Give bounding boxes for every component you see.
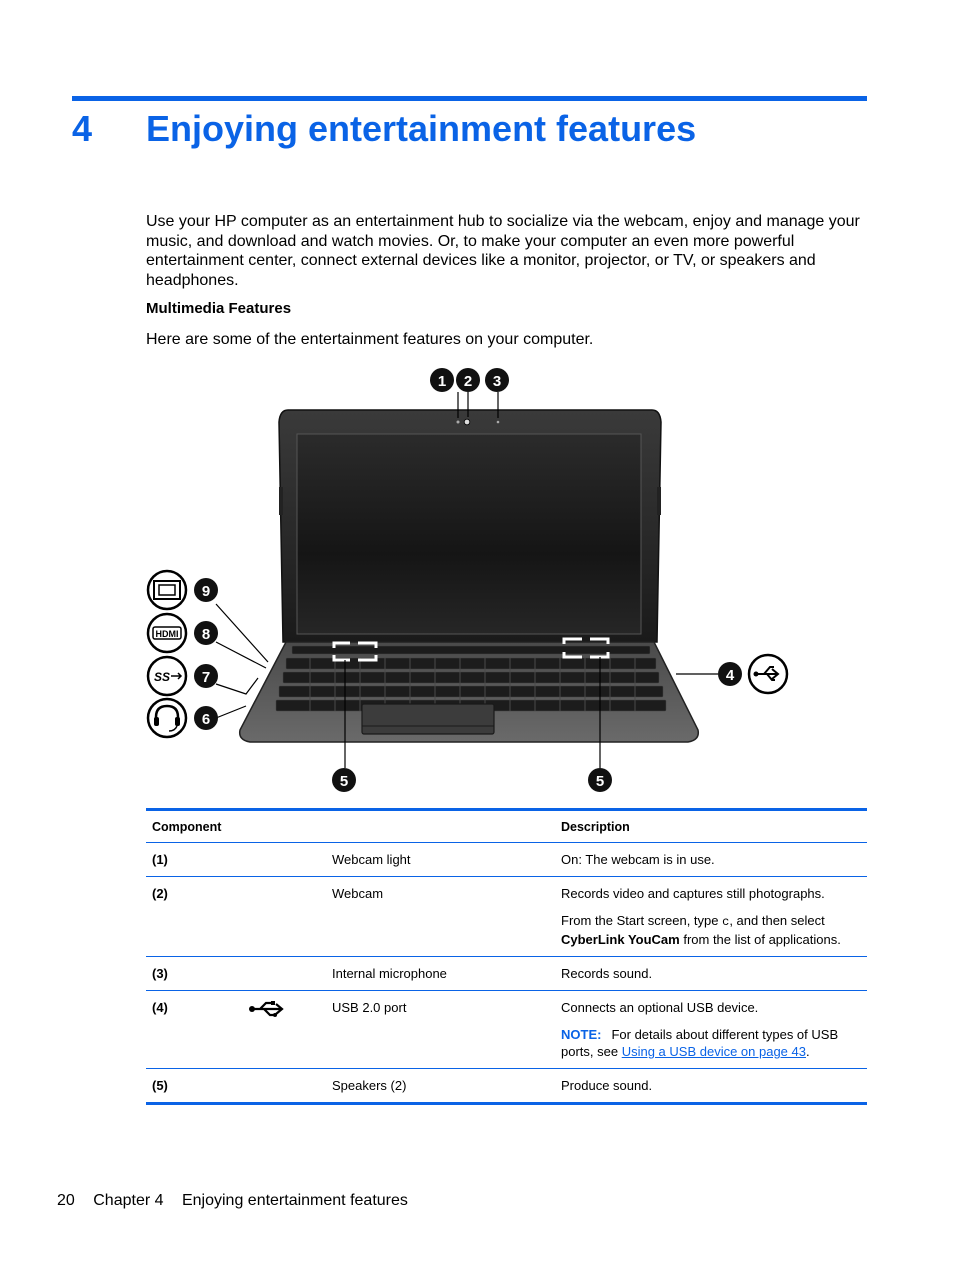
section-heading: Multimedia Features xyxy=(146,300,292,317)
page-footer xyxy=(57,1192,422,1210)
page-number: 20 xyxy=(57,1192,75,1209)
description-header: Description xyxy=(555,810,867,843)
footer-chapter: Chapter 4 xyxy=(93,1192,164,1209)
component-number: (1) xyxy=(146,843,242,877)
microphone xyxy=(497,421,500,424)
usb-superspeed-icon xyxy=(148,657,186,695)
component-description: Produce sound. xyxy=(561,1078,653,1093)
table-row xyxy=(146,1069,867,1104)
description-line: Records video and captures still photographs. xyxy=(561,886,825,901)
svg-text:2: 2 xyxy=(463,373,473,390)
touchpad xyxy=(362,704,494,734)
callout-9 xyxy=(194,578,218,602)
key-c: c xyxy=(722,915,730,929)
components-table xyxy=(146,808,867,1105)
svg-text:1: 1 xyxy=(437,373,447,390)
component-icon-cell xyxy=(242,957,326,991)
component-description: On: The webcam is in use. xyxy=(555,843,867,877)
intro-paragraph: Use your HP computer as an entertainment hub to socialize via the webcam, enjoy and manage your music, and download and watch movies. Or, to make your computer an even more powerful entertainment center, connect external devices like a monitor, projector, or TV, or speakers and headphones. xyxy=(146,213,860,289)
component-icon-cell xyxy=(242,1069,326,1104)
usb-device-link[interactable]: Using a USB device on page 43 xyxy=(621,1044,806,1059)
svg-text:9: 9 xyxy=(201,583,211,600)
description-line: Connects an optional USB device. xyxy=(561,1000,759,1015)
table-row xyxy=(146,877,867,957)
callout-3 xyxy=(485,368,509,392)
component-name: Webcam light xyxy=(326,843,555,877)
component-description xyxy=(555,991,867,1069)
component-number: (5) xyxy=(152,1078,168,1093)
svg-text:HDMI: HDMI xyxy=(155,629,179,639)
callout-6 xyxy=(194,706,218,730)
svg-text:5: 5 xyxy=(595,773,605,790)
component-name: Internal microphone xyxy=(326,957,555,991)
callout-5-right xyxy=(588,768,612,792)
table-row xyxy=(146,957,867,991)
component-header: Component xyxy=(146,810,555,843)
svg-text:6: 6 xyxy=(201,711,211,728)
display-icon xyxy=(148,571,186,609)
webcam-lens xyxy=(464,419,470,425)
usb-icon xyxy=(749,655,787,693)
headset-icon xyxy=(148,699,186,737)
svg-text:5: 5 xyxy=(339,773,349,790)
note-label: NOTE: xyxy=(561,1027,602,1042)
svg-text:3: 3 xyxy=(492,373,502,390)
component-name: Speakers (2) xyxy=(332,1078,407,1093)
note: NOTE: For details about different types of USB ports, see Using a USB device on page 43. xyxy=(561,1027,839,1059)
component-icon-cell xyxy=(242,843,326,877)
usb-icon xyxy=(248,999,288,1019)
component-icon-cell xyxy=(242,877,326,957)
callout-2 xyxy=(456,368,480,392)
component-name: Webcam xyxy=(326,877,555,957)
component-description: Records sound. xyxy=(555,957,867,991)
svg-text:7: 7 xyxy=(201,669,211,686)
footer-title: Enjoying entertainment features xyxy=(181,1192,408,1209)
svg-text:4: 4 xyxy=(725,667,735,684)
component-number: (4) xyxy=(146,991,242,1069)
svg-text:8: 8 xyxy=(201,626,211,643)
callout-7 xyxy=(194,664,218,688)
hdmi-icon xyxy=(148,614,186,652)
component-icon-cell xyxy=(242,991,326,1069)
laptop-figure xyxy=(140,362,800,802)
component-number: (3) xyxy=(146,957,242,991)
callout-5-left xyxy=(332,768,356,792)
lead-paragraph: Here are some of the entertainment features on your computer. xyxy=(146,331,594,348)
callout-8 xyxy=(194,621,218,645)
callout-4 xyxy=(718,662,742,686)
chapter-title: Enjoying entertainment features xyxy=(146,108,697,149)
chapter-number: 4 xyxy=(72,108,93,149)
laptop-screen xyxy=(297,434,641,634)
app-name: CyberLink YouCam xyxy=(561,932,680,947)
webcam-light xyxy=(457,421,460,424)
callout-1 xyxy=(430,368,454,392)
table-row xyxy=(146,991,867,1069)
description-line: From the Start screen, type c, and then select CyberLink YouCam from the list of applications. xyxy=(561,913,841,947)
svg-text:SS: SS xyxy=(153,670,171,684)
table-header-row xyxy=(146,810,867,843)
component-name: USB 2.0 port xyxy=(326,991,555,1069)
component-description xyxy=(555,877,867,957)
table-row xyxy=(146,843,867,877)
chapter-rule xyxy=(72,96,867,101)
component-number: (2) xyxy=(146,877,242,957)
